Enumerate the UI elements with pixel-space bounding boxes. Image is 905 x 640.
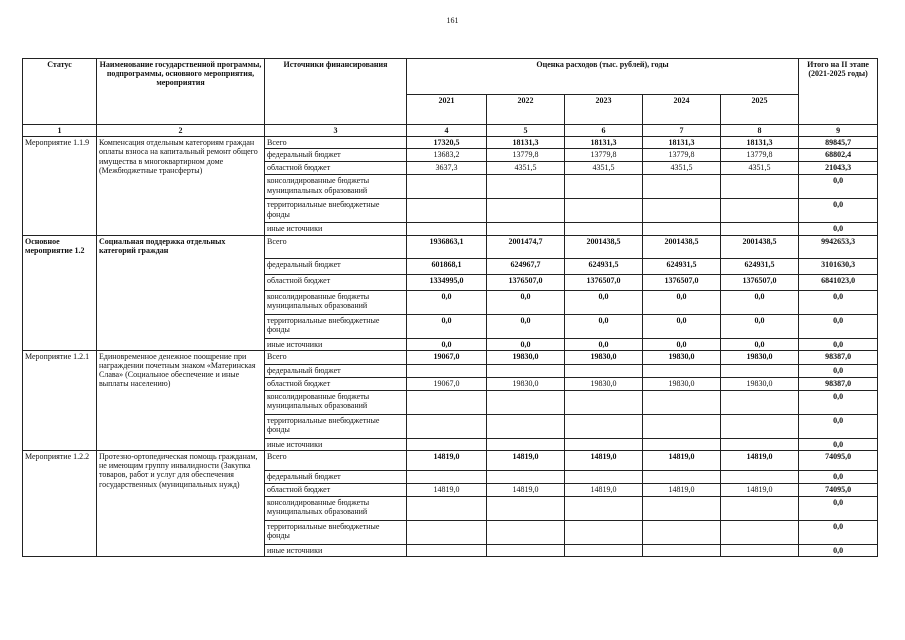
total-value-cell: 89845,7 bbox=[799, 137, 878, 149]
year-value-cell bbox=[721, 544, 799, 556]
column-number: 6 bbox=[565, 125, 643, 137]
total-value-cell: 98387,0 bbox=[799, 350, 878, 364]
column-number: 5 bbox=[487, 125, 565, 137]
year-value-cell: 14819,0 bbox=[487, 450, 565, 470]
column-number: 3 bbox=[265, 125, 407, 137]
year-value-cell bbox=[565, 199, 643, 223]
total-value-cell: 0,0 bbox=[799, 290, 878, 314]
year-value-cell: 13779,8 bbox=[643, 149, 721, 162]
header-year: 2025 bbox=[721, 95, 799, 125]
year-value-cell bbox=[487, 390, 565, 414]
funding-source-cell: иные источники bbox=[265, 223, 407, 235]
status-cell: Мероприятие 1.2.1 bbox=[23, 350, 97, 450]
funding-source-cell: Всего bbox=[265, 235, 407, 258]
year-value-cell bbox=[565, 544, 643, 556]
year-value-cell: 1376507,0 bbox=[487, 274, 565, 290]
year-value-cell bbox=[643, 520, 721, 544]
total-value-cell: 0,0 bbox=[799, 390, 878, 414]
year-value-cell: 14819,0 bbox=[407, 483, 487, 496]
header-estimate: Оценка расходов (тыс. рублей), годы bbox=[407, 59, 799, 95]
year-value-cell bbox=[407, 520, 487, 544]
year-value-cell: 14819,0 bbox=[565, 450, 643, 470]
year-value-cell bbox=[487, 414, 565, 438]
year-value-cell: 19830,0 bbox=[487, 377, 565, 390]
year-value-cell bbox=[487, 520, 565, 544]
funding-source-cell: иные источники bbox=[265, 438, 407, 450]
year-value-cell bbox=[565, 223, 643, 235]
year-value-cell: 19067,0 bbox=[407, 377, 487, 390]
total-value-cell: 6841023,0 bbox=[799, 274, 878, 290]
funding-source-cell: областной бюджет bbox=[265, 162, 407, 175]
year-value-cell: 17320,5 bbox=[407, 137, 487, 149]
year-value-cell: 13779,8 bbox=[721, 149, 799, 162]
year-value-cell: 4351,5 bbox=[643, 162, 721, 175]
funding-source-cell: Всего bbox=[265, 350, 407, 364]
year-value-cell: 14819,0 bbox=[487, 483, 565, 496]
year-value-cell bbox=[407, 390, 487, 414]
year-value-cell: 19067,0 bbox=[407, 350, 487, 364]
year-value-cell bbox=[643, 175, 721, 199]
year-value-cell bbox=[407, 199, 487, 223]
year-value-cell bbox=[565, 470, 643, 483]
header-year: 2021 bbox=[407, 95, 487, 125]
column-number: 1 bbox=[23, 125, 97, 137]
year-value-cell: 19830,0 bbox=[643, 350, 721, 364]
year-value-cell bbox=[407, 414, 487, 438]
table-row bbox=[23, 137, 878, 149]
year-value-cell: 0,0 bbox=[487, 290, 565, 314]
year-value-cell bbox=[565, 438, 643, 450]
year-value-cell bbox=[487, 438, 565, 450]
program-name-cell: Социальная поддержка отдельных категорий граждан bbox=[97, 235, 265, 350]
year-value-cell bbox=[407, 364, 487, 377]
year-value-cell: 14819,0 bbox=[565, 483, 643, 496]
year-value-cell bbox=[643, 223, 721, 235]
year-value-cell bbox=[565, 496, 643, 520]
year-value-cell bbox=[407, 438, 487, 450]
year-value-cell: 4351,5 bbox=[721, 162, 799, 175]
total-value-cell: 0,0 bbox=[799, 470, 878, 483]
year-value-cell: 1376507,0 bbox=[643, 274, 721, 290]
year-value-cell: 14819,0 bbox=[643, 483, 721, 496]
year-value-cell bbox=[643, 414, 721, 438]
header-status: Статус bbox=[23, 59, 97, 125]
total-value-cell: 68802,4 bbox=[799, 149, 878, 162]
status-cell: Мероприятие 1.2.2 bbox=[23, 450, 97, 556]
total-value-cell: 0,0 bbox=[799, 364, 878, 377]
total-value-cell: 3101630,3 bbox=[799, 258, 878, 274]
funding-source-cell: областной бюджет bbox=[265, 274, 407, 290]
total-value-cell: 9942653,3 bbox=[799, 235, 878, 258]
year-value-cell: 601868,1 bbox=[407, 258, 487, 274]
funding-source-cell: Всего bbox=[265, 137, 407, 149]
funding-source-cell: консолидированные бюджеты муниципальных образований bbox=[265, 290, 407, 314]
column-number: 2 bbox=[97, 125, 265, 137]
year-value-cell: 18131,3 bbox=[643, 137, 721, 149]
total-value-cell: 74095,0 bbox=[799, 450, 878, 470]
table-row bbox=[23, 350, 878, 364]
total-value-cell: 0,0 bbox=[799, 414, 878, 438]
table-row bbox=[23, 235, 878, 258]
year-value-cell: 18131,3 bbox=[721, 137, 799, 149]
header-year: 2023 bbox=[565, 95, 643, 125]
year-value-cell: 4351,5 bbox=[565, 162, 643, 175]
header-total: Итого на II этапе (2021-2025 годы) bbox=[799, 59, 878, 125]
year-value-cell bbox=[643, 390, 721, 414]
year-value-cell: 0,0 bbox=[721, 314, 799, 338]
year-value-cell: 0,0 bbox=[721, 338, 799, 350]
year-value-cell: 0,0 bbox=[643, 314, 721, 338]
table-row bbox=[23, 450, 878, 470]
year-value-cell: 0,0 bbox=[407, 338, 487, 350]
year-value-cell bbox=[487, 496, 565, 520]
year-value-cell bbox=[407, 223, 487, 235]
year-value-cell: 2001438,5 bbox=[565, 235, 643, 258]
year-value-cell: 0,0 bbox=[565, 338, 643, 350]
year-value-cell bbox=[721, 199, 799, 223]
column-number: 7 bbox=[643, 125, 721, 137]
year-value-cell: 19830,0 bbox=[721, 377, 799, 390]
year-value-cell bbox=[721, 438, 799, 450]
header-year: 2024 bbox=[643, 95, 721, 125]
year-value-cell: 2001438,5 bbox=[721, 235, 799, 258]
funding-source-cell: консолидированные бюджеты муниципальных образований bbox=[265, 390, 407, 414]
year-value-cell bbox=[643, 496, 721, 520]
funding-source-cell: федеральный бюджет bbox=[265, 258, 407, 274]
header-name: Наименование государственной программы, подпрограммы, основного мероприятия, мероприятия bbox=[97, 59, 265, 125]
year-value-cell: 1936863,1 bbox=[407, 235, 487, 258]
funding-source-cell: Всего bbox=[265, 450, 407, 470]
total-value-cell: 0,0 bbox=[799, 438, 878, 450]
total-value-cell: 74095,0 bbox=[799, 483, 878, 496]
year-value-cell: 4351,5 bbox=[487, 162, 565, 175]
year-value-cell: 0,0 bbox=[565, 290, 643, 314]
year-value-cell bbox=[487, 199, 565, 223]
year-value-cell: 13779,8 bbox=[565, 149, 643, 162]
total-value-cell: 98387,0 bbox=[799, 377, 878, 390]
year-value-cell bbox=[407, 544, 487, 556]
year-value-cell: 0,0 bbox=[487, 314, 565, 338]
year-value-cell bbox=[565, 414, 643, 438]
column-number: 4 bbox=[407, 125, 487, 137]
status-cell: Мероприятие 1.1.9 bbox=[23, 137, 97, 235]
page-number: 161 bbox=[446, 16, 459, 25]
total-value-cell: 0,0 bbox=[799, 496, 878, 520]
program-name-cell: Единовременное денежное поощрение при награждении почетным знаком «Материнская Слава» (Социальное обеспечение и иные выплаты населению) bbox=[97, 350, 265, 450]
header-year: 2022 bbox=[487, 95, 565, 125]
year-value-cell bbox=[721, 414, 799, 438]
year-value-cell: 624931,5 bbox=[721, 258, 799, 274]
year-value-cell bbox=[721, 175, 799, 199]
total-value-cell: 0,0 bbox=[799, 338, 878, 350]
year-value-cell: 0,0 bbox=[643, 338, 721, 350]
year-value-cell bbox=[721, 390, 799, 414]
year-value-cell: 0,0 bbox=[487, 338, 565, 350]
total-value-cell: 0,0 bbox=[799, 223, 878, 235]
year-value-cell bbox=[643, 364, 721, 377]
year-value-cell bbox=[487, 175, 565, 199]
funding-source-cell: иные источники bbox=[265, 338, 407, 350]
year-value-cell bbox=[565, 364, 643, 377]
funding-source-cell: территориальные внебюджетные фонды bbox=[265, 314, 407, 338]
year-value-cell: 1334995,0 bbox=[407, 274, 487, 290]
year-value-cell: 13683,2 bbox=[407, 149, 487, 162]
year-value-cell: 0,0 bbox=[721, 290, 799, 314]
year-value-cell bbox=[407, 175, 487, 199]
year-value-cell bbox=[487, 364, 565, 377]
year-value-cell: 13779,8 bbox=[487, 149, 565, 162]
year-value-cell: 1376507,0 bbox=[565, 274, 643, 290]
year-value-cell bbox=[721, 223, 799, 235]
year-value-cell bbox=[407, 496, 487, 520]
year-value-cell: 624931,5 bbox=[565, 258, 643, 274]
year-value-cell: 14819,0 bbox=[407, 450, 487, 470]
column-number: 9 bbox=[799, 125, 878, 137]
funding-source-cell: консолидированные бюджеты муниципальных образований bbox=[265, 175, 407, 199]
year-value-cell: 0,0 bbox=[407, 290, 487, 314]
funding-source-cell: областной бюджет bbox=[265, 483, 407, 496]
funding-source-cell: территориальные внебюджетные фонды bbox=[265, 414, 407, 438]
funding-source-cell: консолидированные бюджеты муниципальных образований bbox=[265, 496, 407, 520]
funding-source-cell: федеральный бюджет bbox=[265, 364, 407, 377]
year-value-cell bbox=[565, 520, 643, 544]
funding-source-cell: областной бюджет bbox=[265, 377, 407, 390]
total-value-cell: 0,0 bbox=[799, 314, 878, 338]
funding-source-cell: иные источники bbox=[265, 544, 407, 556]
year-value-cell bbox=[721, 520, 799, 544]
year-value-cell bbox=[487, 223, 565, 235]
total-value-cell: 21043,3 bbox=[799, 162, 878, 175]
year-value-cell bbox=[565, 175, 643, 199]
year-value-cell bbox=[487, 470, 565, 483]
year-value-cell bbox=[643, 544, 721, 556]
total-value-cell: 0,0 bbox=[799, 175, 878, 199]
year-value-cell bbox=[643, 470, 721, 483]
year-value-cell bbox=[407, 470, 487, 483]
year-value-cell bbox=[721, 364, 799, 377]
year-value-cell: 19830,0 bbox=[487, 350, 565, 364]
funding-source-cell: федеральный бюджет bbox=[265, 149, 407, 162]
year-value-cell: 18131,3 bbox=[565, 137, 643, 149]
year-value-cell bbox=[643, 199, 721, 223]
year-value-cell bbox=[487, 544, 565, 556]
year-value-cell: 624931,5 bbox=[643, 258, 721, 274]
total-value-cell: 0,0 bbox=[799, 520, 878, 544]
year-value-cell: 2001438,5 bbox=[643, 235, 721, 258]
year-value-cell: 19830,0 bbox=[565, 377, 643, 390]
year-value-cell bbox=[643, 438, 721, 450]
status-cell: Основное мероприятие 1.2 bbox=[23, 235, 97, 350]
program-name-cell: Протезно-ортопедическая помощь гражданам, не имеющим группу инвалидности (Закупка товаров, работ и услуг для обеспечения государственных (муниципальных нужд) bbox=[97, 450, 265, 556]
year-value-cell: 14819,0 bbox=[643, 450, 721, 470]
expenditure-table bbox=[22, 58, 878, 557]
funding-source-cell: территориальные внебюджетные фонды bbox=[265, 520, 407, 544]
year-value-cell: 2001474,7 bbox=[487, 235, 565, 258]
year-value-cell: 1376507,0 bbox=[721, 274, 799, 290]
year-value-cell: 18131,3 bbox=[487, 137, 565, 149]
year-value-cell bbox=[721, 496, 799, 520]
year-value-cell: 624967,7 bbox=[487, 258, 565, 274]
year-value-cell: 19830,0 bbox=[565, 350, 643, 364]
year-value-cell: 3637,3 bbox=[407, 162, 487, 175]
year-value-cell: 14819,0 bbox=[721, 450, 799, 470]
year-value-cell: 0,0 bbox=[407, 314, 487, 338]
year-value-cell: 0,0 bbox=[643, 290, 721, 314]
total-value-cell: 0,0 bbox=[799, 199, 878, 223]
year-value-cell: 19830,0 bbox=[643, 377, 721, 390]
funding-source-cell: территориальные внебюджетные фонды bbox=[265, 199, 407, 223]
year-value-cell bbox=[565, 390, 643, 414]
year-value-cell: 14819,0 bbox=[721, 483, 799, 496]
year-value-cell bbox=[721, 470, 799, 483]
year-value-cell: 19830,0 bbox=[721, 350, 799, 364]
program-name-cell: Компенсация отдельным категориям граждан оплаты взноса на капитальный ремонт общего имущества в многоквартирном доме (Межбюджетные трансферты) bbox=[97, 137, 265, 235]
total-value-cell: 0,0 bbox=[799, 544, 878, 556]
funding-source-cell: федеральный бюджет bbox=[265, 470, 407, 483]
header-sources: Источники финансирования bbox=[265, 59, 407, 125]
column-number: 8 bbox=[721, 125, 799, 137]
year-value-cell: 0,0 bbox=[565, 314, 643, 338]
